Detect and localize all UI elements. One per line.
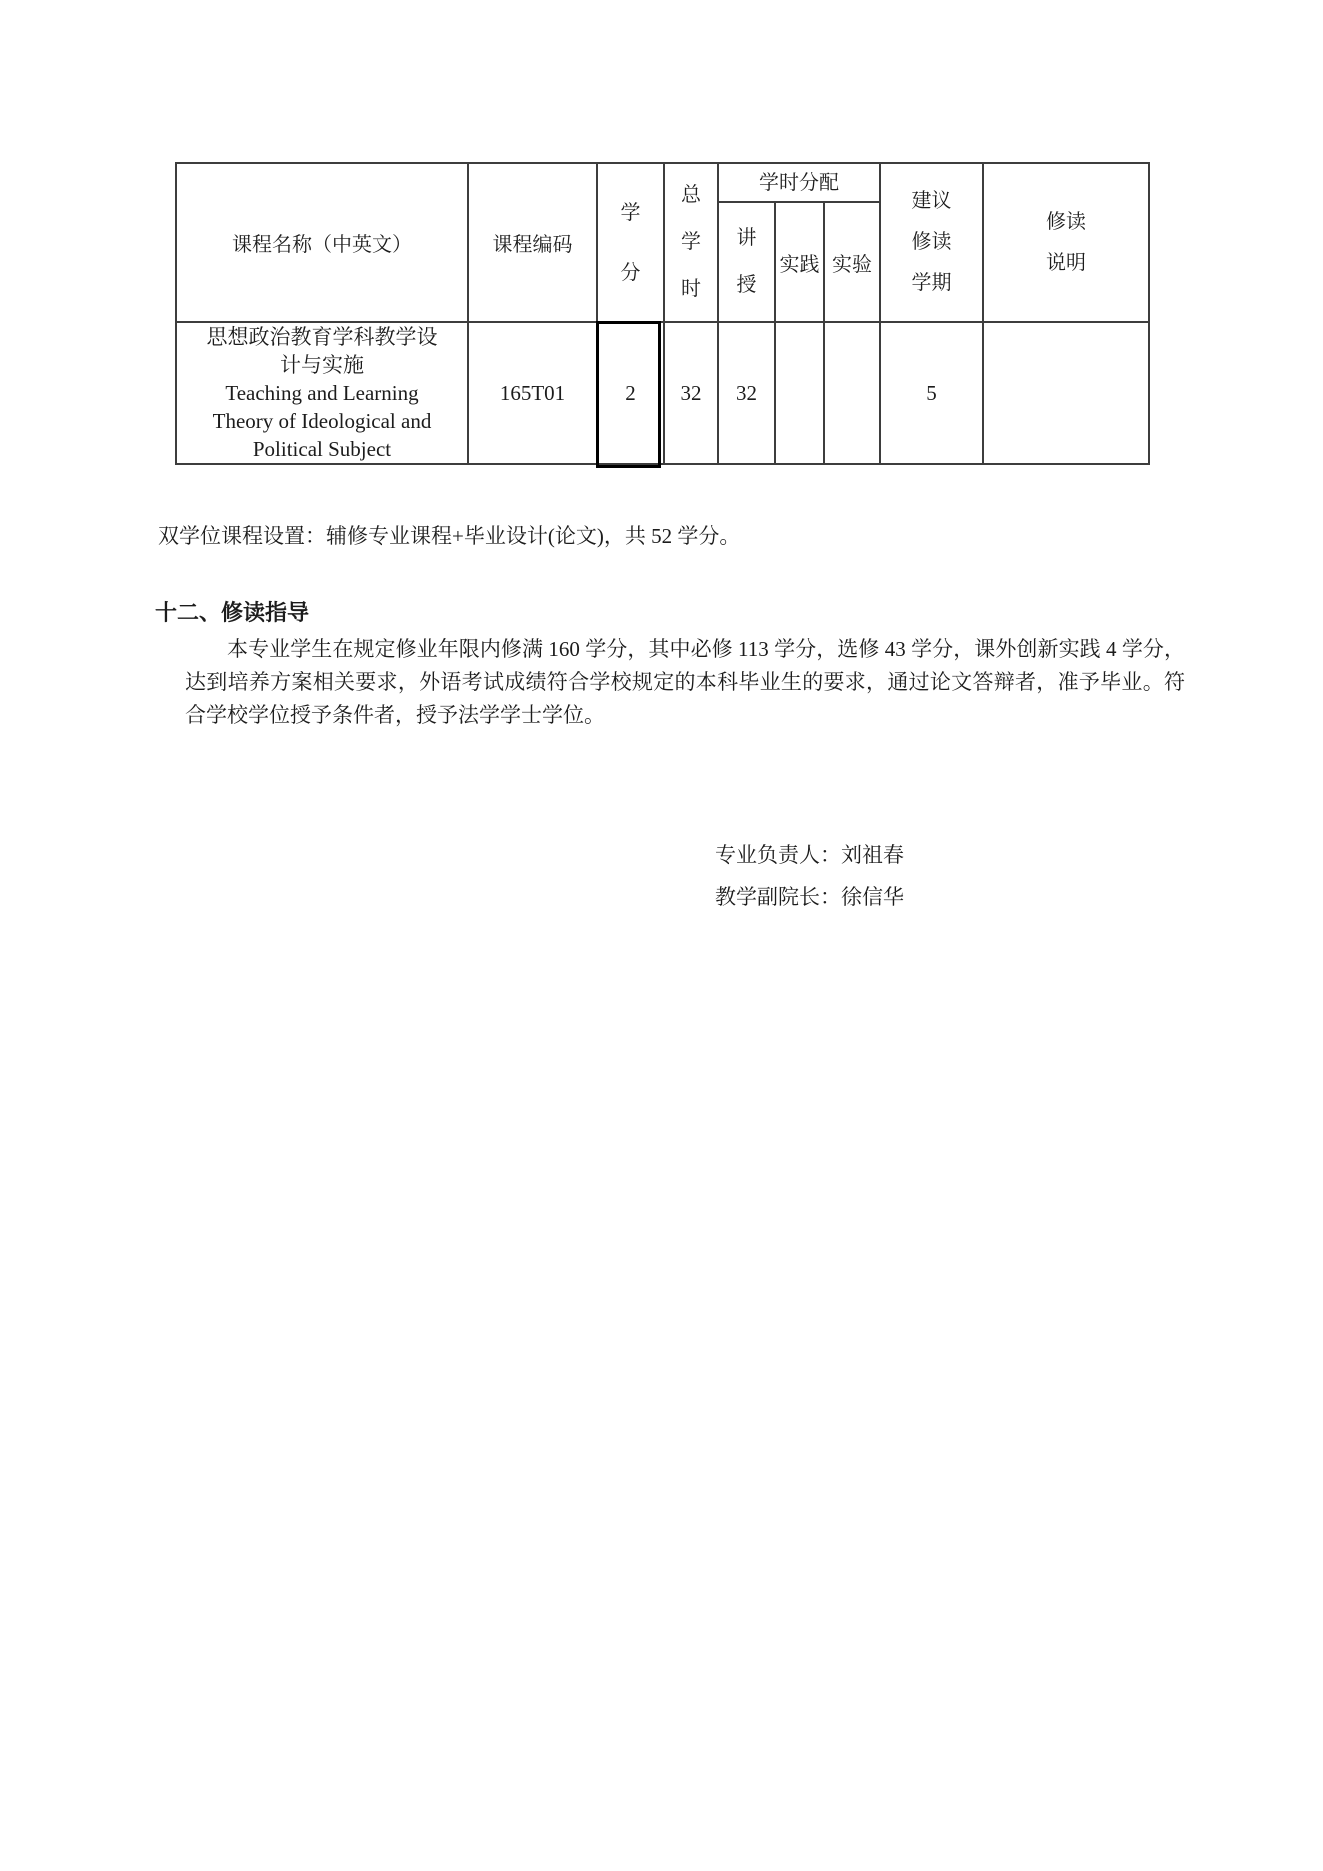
col-header-hours-allocation-label: 学时分配 xyxy=(759,171,839,194)
col-header-course-name xyxy=(176,163,468,322)
course-table xyxy=(175,162,1150,465)
col-header-practice xyxy=(775,202,824,322)
col-header-lecture xyxy=(718,202,775,322)
course-name-en-line: Teaching and Learning xyxy=(225,381,419,405)
practice-hours-cell xyxy=(775,322,824,464)
dual-degree-note: 双学位课程设置：辅修专业课程+毕业设计(论文)，共 52 学分。 xyxy=(158,524,741,548)
lecture-hours-cell: 32 xyxy=(718,322,775,464)
course-code-cell: 165T01 xyxy=(468,322,597,464)
col-header-study-note xyxy=(983,163,1149,322)
col-header-experiment-label: 实验 xyxy=(832,253,872,276)
course-name-cell xyxy=(176,322,468,464)
table-row xyxy=(176,322,1149,464)
course-name-zh-line: 思想政治教育学科教学设 xyxy=(206,325,438,349)
suggested-semester-cell: 5 xyxy=(880,322,983,464)
course-name-zh-line: 计与实施 xyxy=(280,353,364,377)
section-paragraph: 本专业学生在规定修业年限内修满 160 学分，其中必修 113 学分，选修 43 学分，课外创新实践 4 学分，达到培养方案相关要求，外语考试成绩符合学校规定的本科毕业生的要求，通过论文答辩者，准予毕业。符合学校学位授予条件者，授予法学学士学位。 xyxy=(185,637,1185,727)
col-header-course-name-label: 课程名称（中英文） xyxy=(232,234,412,256)
col-header-study-note-label: 修读说明 xyxy=(1046,210,1087,274)
signature-line-vice-dean: 教学副院长：徐信华 xyxy=(715,885,904,909)
col-header-lecture-label: 讲授 xyxy=(736,227,757,296)
course-name-en-line: Theory of Ideological and xyxy=(212,409,432,433)
col-header-total-hours xyxy=(664,163,718,322)
col-header-hours-allocation xyxy=(718,163,880,202)
col-header-total-hours-label: 总学时 xyxy=(681,184,701,300)
col-header-course-code xyxy=(468,163,597,322)
col-header-suggested-semester xyxy=(880,163,983,322)
study-note-cell xyxy=(983,322,1149,464)
col-header-credits-label: 学分 xyxy=(620,201,641,284)
col-header-experiment xyxy=(824,202,880,322)
col-header-practice-label: 实践 xyxy=(779,253,820,276)
col-header-suggested-semester-label: 建议修读学期 xyxy=(911,190,952,294)
experiment-hours-cell xyxy=(824,322,880,464)
total-hours-cell: 32 xyxy=(664,322,718,464)
signature-block xyxy=(715,834,904,918)
col-header-course-code-label: 课程编码 xyxy=(492,234,573,256)
credits-cell: 2 xyxy=(597,322,664,464)
section-heading: 十二、修读指导 xyxy=(155,600,310,625)
col-header-credits xyxy=(597,163,664,322)
signature-line-program-director: 专业负责人：刘祖春 xyxy=(715,843,904,867)
course-name-en-line: Political Subject xyxy=(252,437,392,461)
